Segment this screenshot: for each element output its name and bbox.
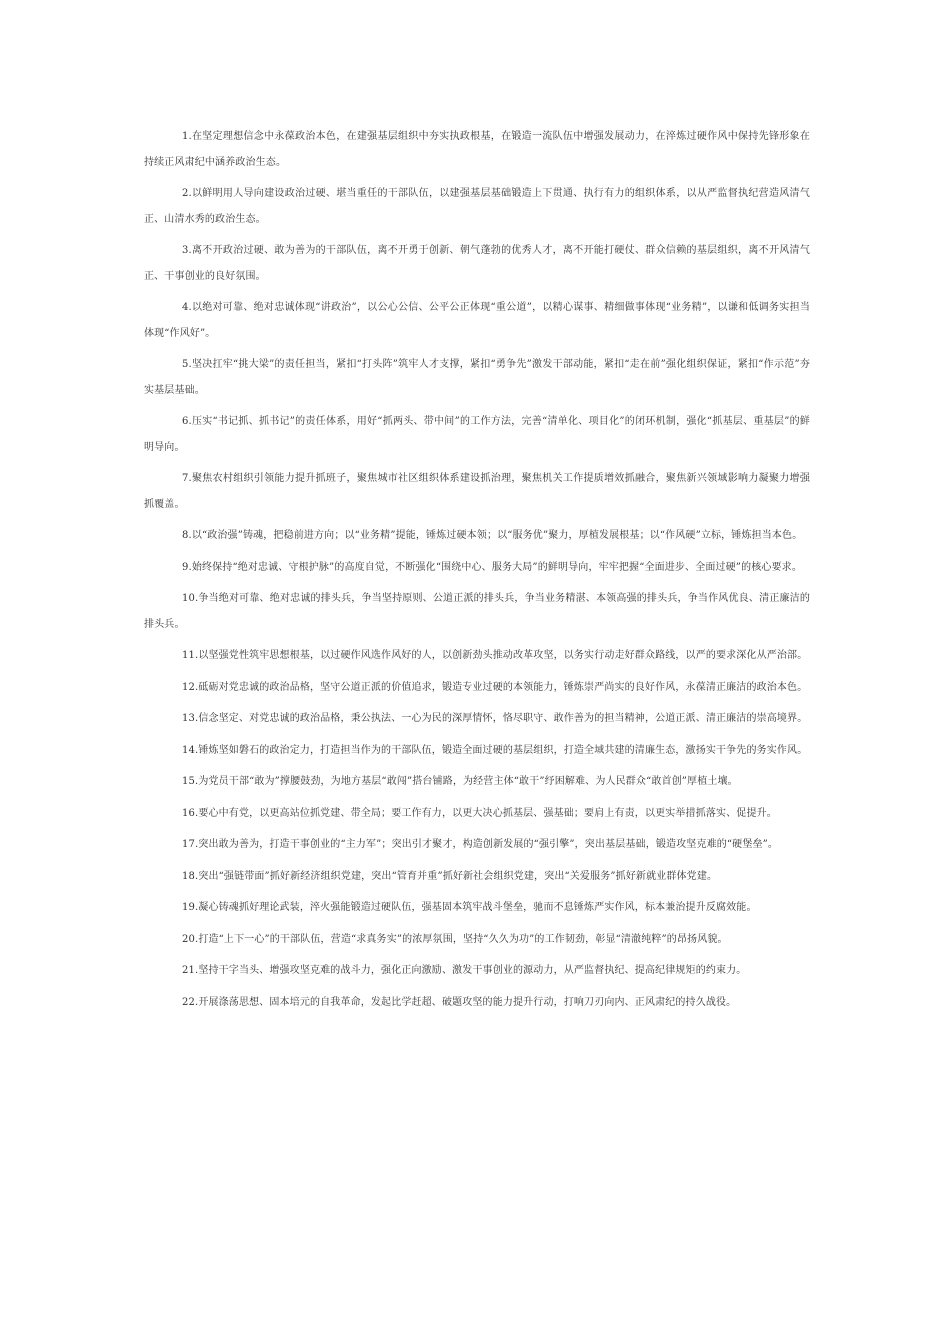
paragraph-7: 7.聚焦农村组织引领能力提升抓班子，聚焦城市社区组织体系建设抓治理，聚焦机关工作提质增效抓融合，聚焦新兴领域影响力凝聚力增强抓覆盖。: [144, 473, 810, 510]
paragraph-17: 17.突出敢为善为，打造干事创业的“主力军”；突出引才聚才，构造创新发展的“强引擎”，突出基层基础，锻造攻坚克难的“硬堡垒”。: [182, 839, 779, 850]
paragraph-11: 11.以坚强党性筑牢思想根基，以过硬作风选作风好的人，以创新劲头推动改革攻坚，以务实行动走好群众路线，以严的要求深化从严治部。: [182, 650, 808, 661]
paragraph-22: 22.开展涤荡思想、固本培元的自我革命，发起比学赶超、破题攻坚的能力提升行动，打响刀刃向内、正风肃纪的持久战役。: [182, 996, 737, 1008]
paragraph-14: 14.锤炼坚如磐石的政治定力，打造担当作为的干部队伍，锻造全面过硬的基层组织，打造全域共建的清廉生态，激扬实干争先的务实作风。: [182, 744, 808, 756]
paragraph-1: 1.在坚定理想信念中永葆政治本色，在建强基层组织中夯实执政根基，在锻造一流队伍中增强发展动力，在淬炼过硬作风中保持先锋形象在持续正风肃纪中涵养政治生态。: [144, 131, 810, 168]
paragraph-10: 10.争当绝对可靠、绝对忠诚的排头兵，争当坚持原则、公道正派的排头兵，争当业务精湛、本领高强的排头兵，争当作风优良、清正廉洁的排头兵。: [144, 593, 810, 630]
paragraph-6: 6.压实“书记抓、抓书记”的责任体系，用好“抓两头、带中间”的工作方法，完善“清单化、项目化”的闭环机制，强化“抓基层、重基层”的鲜明导向。: [144, 416, 810, 453]
paragraph-5: 5.坚决扛牢“挑大梁”的责任担当，紧扣“打头阵”筑牢人才支撑，紧扣“勇争先”激发干部动能，紧扣“走在前”强化组织保证，紧扣“作示范”夯实基层基础。: [144, 359, 810, 396]
paragraph-12: 12.砥砺对党忠诚的政治品格，坚守公道正派的价值追求，锻造专业过硬的本领能力，锤炼崇严尚实的良好作风，永葆清正廉洁的政治本色。: [182, 681, 808, 693]
paragraph-9: 9.始终保持“绝对忠诚、守根护脉”的高度自觉，不断强化“围绕中心、服务大局”的鲜明导向，牢牢把握“全面进步、全面过硬”的核心要求。: [182, 561, 802, 573]
paragraph-3: 3.离不开政治过硬、敢为善为的干部队伍，离不开勇于创新、朝气蓬勃的优秀人才，离不开能打硬仗、群众信赖的基层组织，离不开风清气正、干事创业的良好氛围。: [144, 245, 810, 282]
paragraph-16: 16.要心中有党，以更高站位抓党建、带全局；要工作有力，以更大决心抓基层、强基础；要肩上有责，以更实举措抓落实、促提升。: [182, 807, 777, 819]
paragraph-21: 21.坚持干字当头、增强攻坚克难的战斗力，强化正向激励、激发干事创业的源动力，从严监督执纪、提高纪律规矩的约束力。: [182, 965, 747, 976]
paragraph-15: 15.为党员干部“敢为”撑腰鼓劲，为地方基层“敢闯”搭台铺路，为经营主体“敢干”纾困解难、为人民群众“敢首创”厚植土壤。: [182, 776, 738, 787]
paragraph-8: 8.以“政治强”铸魂，把稳前进方向；以“业务精”提能，锤炼过硬本领；以“服务优”聚力，厚植发展根基；以“作风硬”立标，锤炼担当本色。: [182, 530, 803, 541]
paragraph-13: 13.信念坚定、对党忠诚的政治品格，秉公执法、一心为民的深厚情怀，恪尽职守、敢作善为的担当精神，公道正派、清正廉洁的崇高境界。: [182, 713, 808, 724]
paragraph-2: 2.以鲜明用人导向建设政治过硬、堪当重任的干部队伍，以建强基层基础锻造上下贯通、执行有力的组织体系，以从严监督执纪营造风清气正、山清水秀的政治生态。: [144, 188, 810, 225]
paragraph-4: 4.以绝对可靠、绝对忠诚体现“讲政治”，以公心公信、公平公正体现“重公道”，以精心谋事、精细做事体现“业务精”，以谦和低调务实担当体现“作风好”。: [144, 302, 810, 339]
paragraph-19: 19.凝心铸魂抓好理论武装，淬火强能锻造过硬队伍，强基固本筑牢战斗堡垒，驰而不息锤炼严实作风，标本兼治提升反腐效能。: [182, 902, 757, 913]
document-body: [144, 124, 810, 1021]
paragraph-18: 18.突出“强链带面”抓好新经济组织党建，突出“管育并重”抓好新社会组织党建，突出“关爱服务”抓好新就业群体党建。: [182, 870, 718, 882]
paragraph-20: 20.打造“上下一心”的干部队伍，营造“求真务实”的浓厚氛围，坚持“久久为功”的工作韧劲，彰显“清澈纯粹”的昂扬风貌。: [182, 933, 728, 945]
